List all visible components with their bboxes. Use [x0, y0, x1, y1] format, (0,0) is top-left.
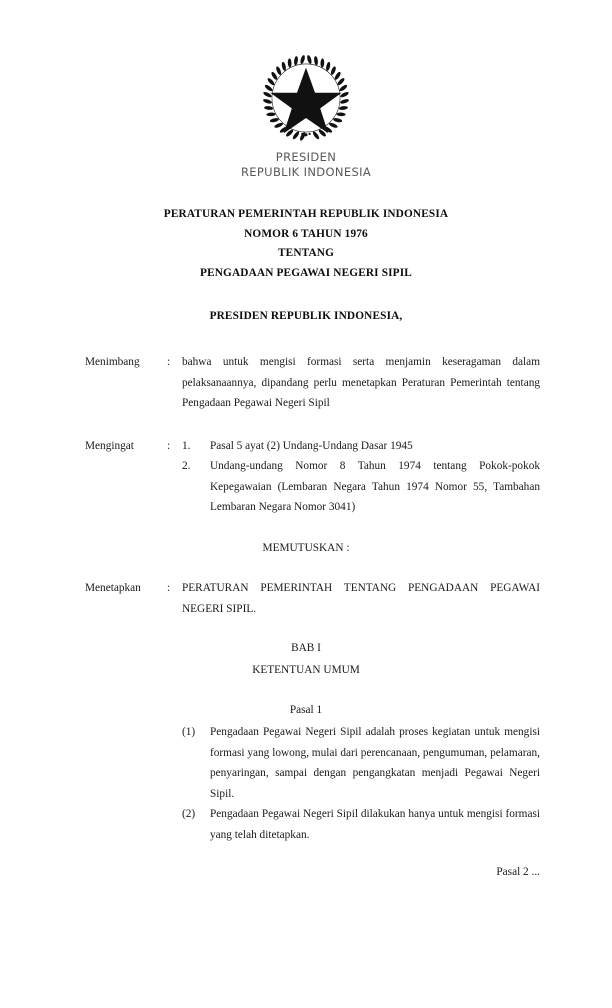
list-item-marker: 2. [182, 460, 191, 472]
preamble-area [85, 352, 540, 518]
clause-menetapkan-label: Menetapkan [85, 582, 141, 594]
memutuskan-heading: MEMUTUSKAN : [262, 542, 350, 554]
list-item-marker: (2) [182, 808, 196, 820]
clause-menimbang-label: Menimbang [85, 356, 140, 368]
list-item [182, 804, 540, 845]
title-line-subject: PENGADAAN PEGAWAI NEGERI SIPIL [200, 266, 412, 279]
clause-menimbang-text: bahwa untuk mengisi formasi serta menjamin keseragaman dalam pelaksanaannya, dipandang perlu menetapkan Peraturan Pemerintah tentang Pengadaan Pegawai Negeri Sipil [182, 356, 540, 409]
list-item-marker: 1. [182, 439, 191, 452]
list-item-text: Pengadaan Pegawai Negeri Sipil dilakukan hanya untuk mengisi formasi yang telah ditetapkan. [210, 808, 540, 841]
list-item-text: Pasal 5 ayat (2) Undang-Undang Dasar 1945 [210, 439, 413, 452]
clause-menetapkan-text: PERATURAN PEMERINTAH TENTANG PENGADAAN PEGAWAI NEGERI SIPIL. [182, 582, 540, 615]
bab-number: BAB I [291, 642, 321, 654]
clause-menimbang-colon: : [167, 356, 171, 368]
masthead-line-1: PRESIDEN [275, 150, 337, 164]
title-line-about: TENTANG [277, 247, 335, 259]
menetapkan-area [85, 578, 540, 619]
list-item-text: Undang-undang Nomor 8 Tahun 1974 tentang Pokok-pokok Kepegawaian (Lembaran Negara Tahun 1974 Nomor 55, Tambahan Lembaran Negara Nomor 3041) [210, 460, 540, 513]
signatory-heading: PRESIDEN REPUBLIK INDONESIA, [209, 310, 403, 322]
clause-menimbang [85, 352, 540, 414]
clause-mengingat-label: Mengingat [85, 439, 134, 452]
title-line-regulation: PERATURAN PEMERINTAH REPUBLIK INDONESIA [163, 208, 449, 220]
clause-menetapkan-colon: : [167, 582, 171, 594]
clause-mengingat-list [182, 436, 540, 518]
clause-mengingat [85, 436, 540, 518]
bab-title: KETENTUAN UMUM [252, 664, 360, 676]
list-item [182, 436, 540, 457]
list-item [182, 456, 540, 518]
page-catchword: Pasal 2 ... [496, 866, 540, 878]
clause-mengingat-colon: : [167, 439, 171, 452]
spacer [85, 414, 540, 436]
pasal-heading: Pasal 1 [289, 704, 323, 716]
indonesian-presidential-seal-star-wreath-icon [260, 52, 352, 144]
list-item-marker: (1) [182, 726, 196, 738]
masthead [0, 52, 612, 180]
list-item [182, 722, 540, 804]
masthead-line-2: REPUBLIK INDONESIA [240, 165, 372, 179]
pasal-1-paragraph-list [182, 722, 540, 845]
masthead-text [0, 150, 612, 180]
title-line-number: NOMOR 6 TAHUN 1976 [244, 227, 368, 240]
clause-menetapkan [85, 578, 540, 619]
list-item-text: Pengadaan Pegawai Negeri Sipil adalah proses kegiatan untuk mengisi formasi yang lowong, mulai dari perencanaan, pengumuman, pelamaran, penyaringan, sampai dengan pengangkatan menjadi Pegawai Negeri Sipil. [210, 726, 540, 800]
document-title-block [0, 205, 612, 283]
